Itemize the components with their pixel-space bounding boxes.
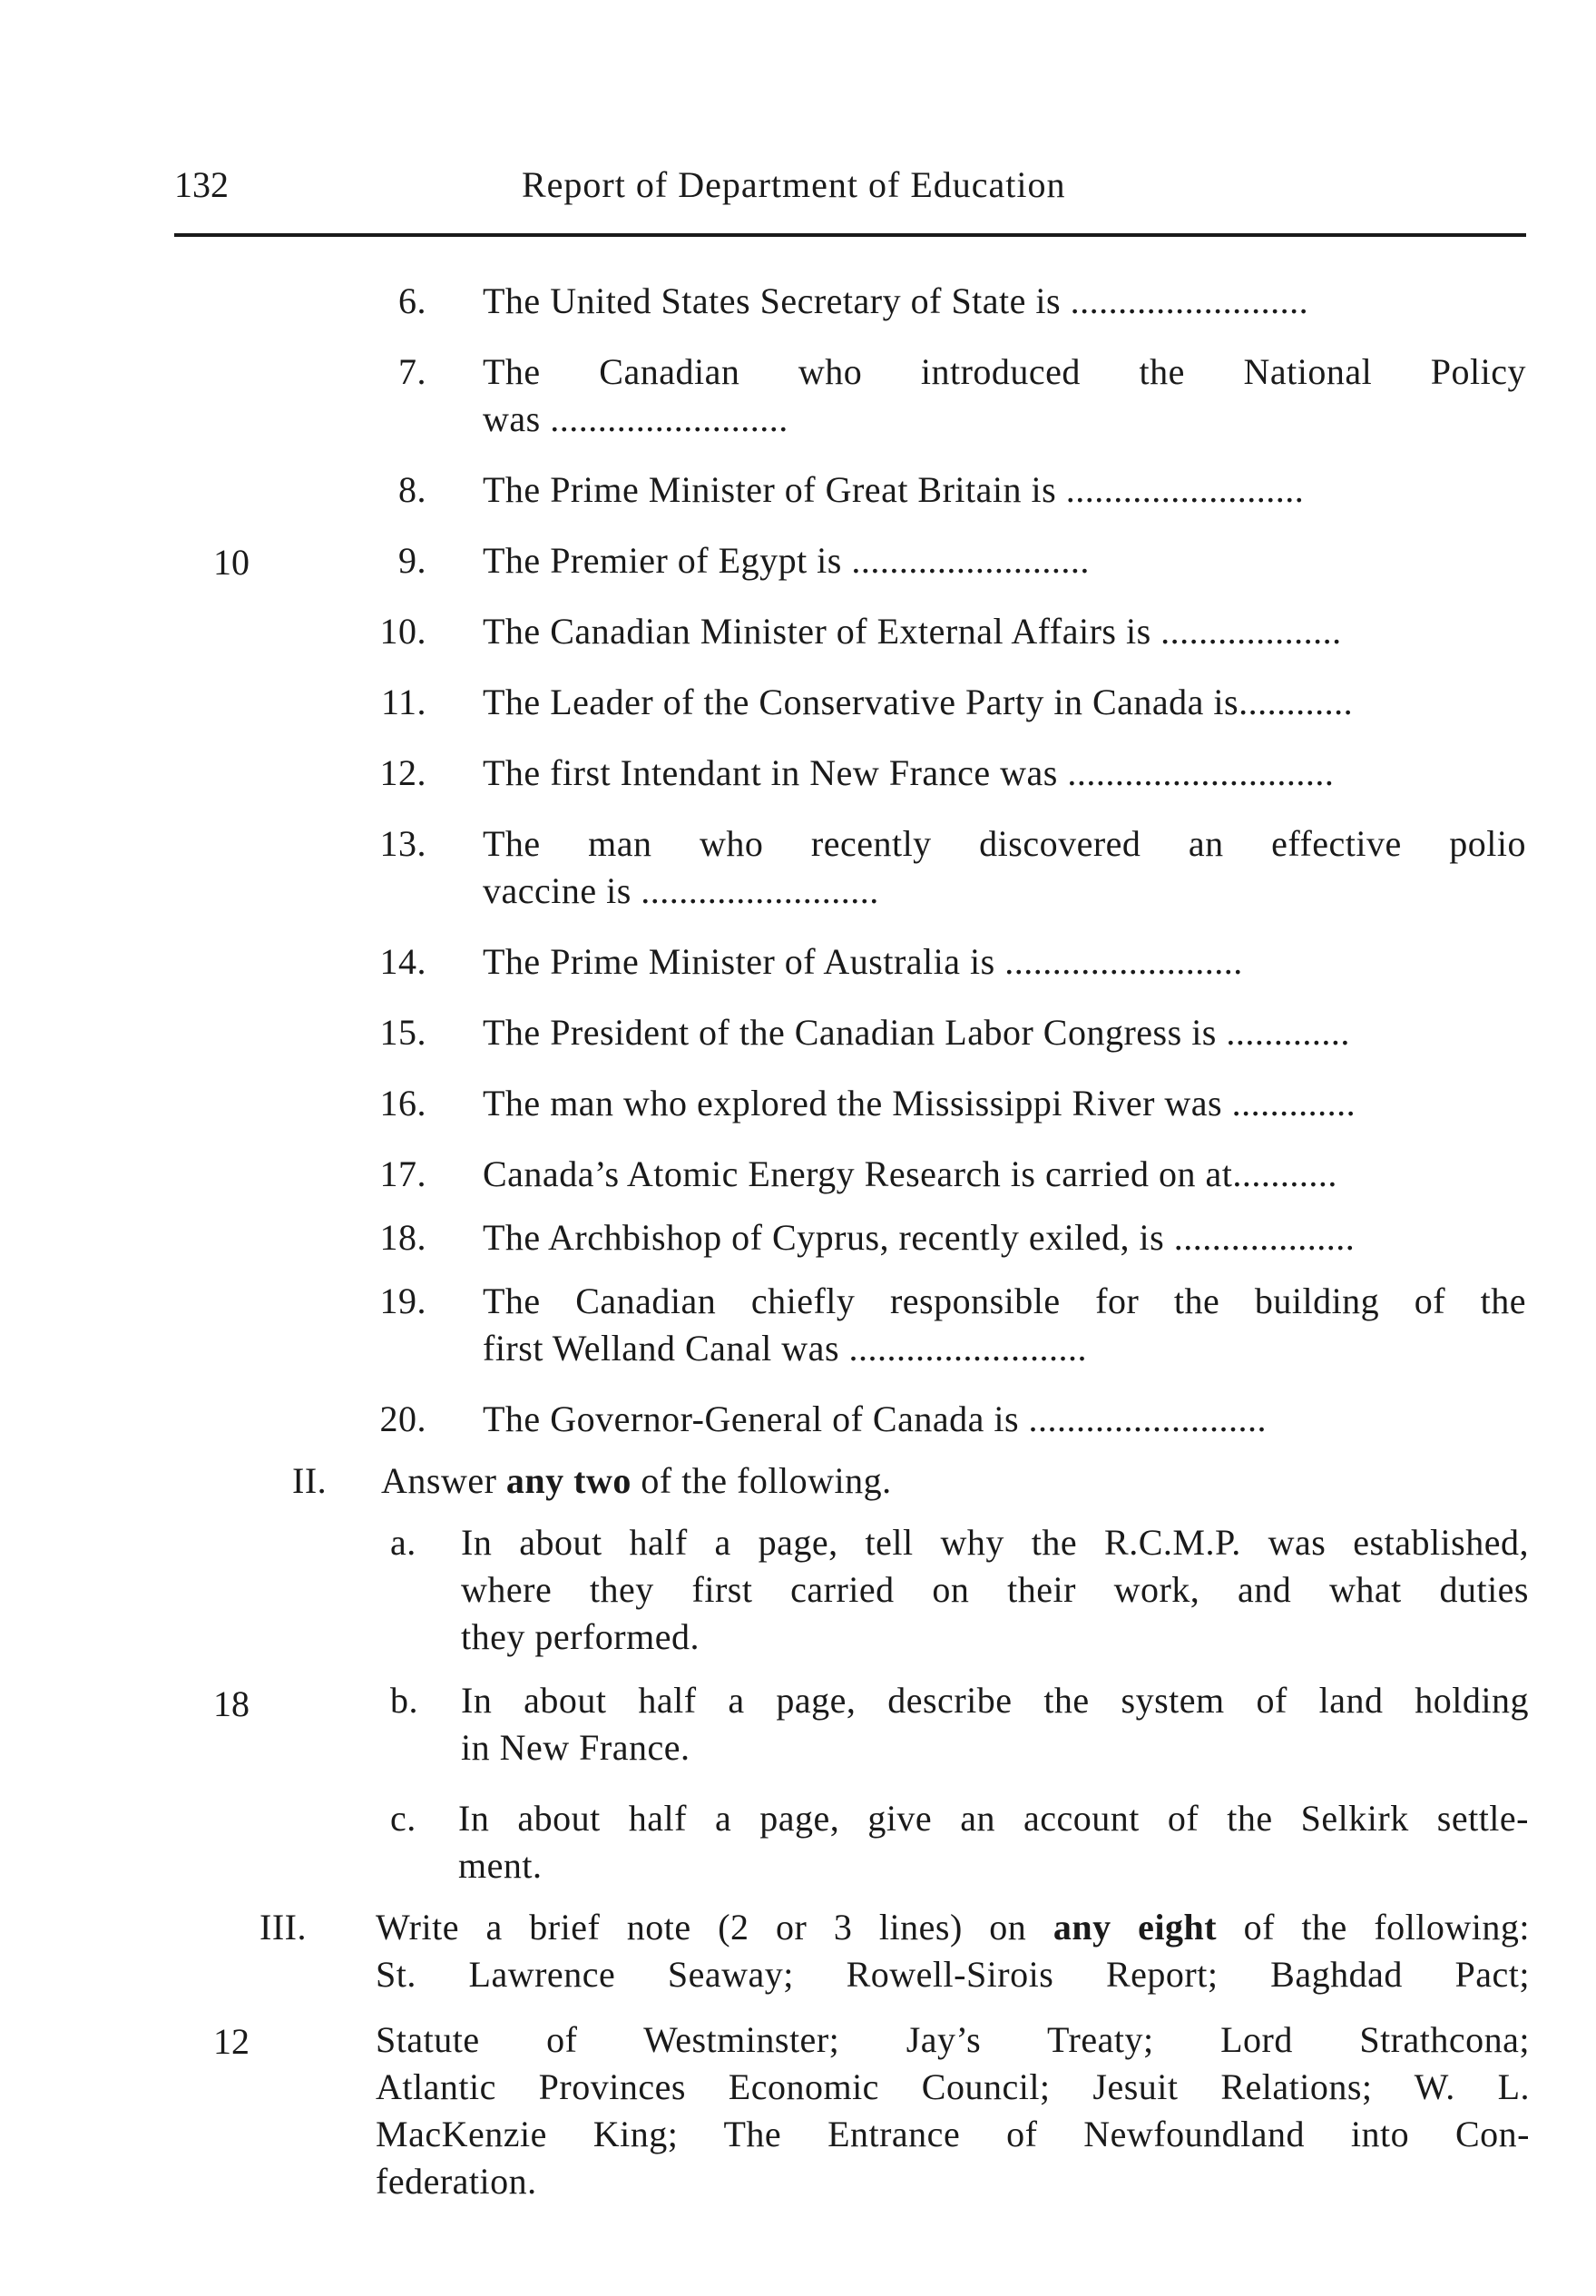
question-number: 20. (379, 1398, 426, 1439)
page-header-title: Report of Department of Education (522, 164, 1066, 205)
question-number: 15. (379, 1012, 426, 1053)
topic-line: federation. (376, 2161, 537, 2202)
item-text: in New France. (461, 1727, 690, 1768)
section-instruction: Write a brief note (2 or 3 lines) on any eight of the following: (376, 1907, 1530, 1948)
question-number: 9. (398, 540, 426, 581)
topic-line: Statute of Westminster; Jay’s Treaty; Lord Strathcona; (376, 2019, 1530, 2060)
item-text: ment. (458, 1845, 543, 1886)
item-letter: b. (390, 1680, 418, 1721)
item-letter: c. (390, 1798, 416, 1839)
item-text: In about half a page, tell why the R.C.M.P. was established, (461, 1522, 1529, 1563)
question-number: 19. (379, 1280, 426, 1321)
question-text: The first Intendant in New France was ............................ (483, 752, 1335, 793)
question-text: The Archbishop of Cyprus, recently exiled, is ................... (483, 1217, 1356, 1258)
margin-mark: 10 (213, 542, 250, 583)
item-text: In about half a page, describe the system of land holding (461, 1680, 1529, 1721)
question-number: 10. (379, 611, 426, 652)
margin-mark: 12 (213, 2021, 250, 2062)
question-text: Canada’s Atomic Energy Research is carried on at........... (483, 1153, 1337, 1194)
question-number: 6. (398, 280, 426, 321)
question-text: The Canadian chiefly responsible for the building of the (483, 1280, 1526, 1321)
question-text: The Canadian who introduced the National Policy (483, 351, 1526, 392)
question-number: 13. (379, 823, 426, 864)
topic-line: MacKenzie King; The Entrance of Newfoundland into Con- (376, 2114, 1530, 2154)
question-number: 14. (379, 941, 426, 982)
question-text-continued: vaccine is ......................... (483, 870, 879, 911)
question-number: 8. (398, 469, 426, 510)
question-text: The man who recently discovered an effective polio (483, 823, 1526, 864)
emphasis: any two (505, 1460, 632, 1501)
margin-mark: 18 (213, 1683, 250, 1724)
question-number: 11. (380, 682, 426, 722)
question-text: The Premier of Egypt is ......................... (483, 540, 1090, 581)
page-number: 132 (174, 164, 229, 205)
topic-line: Atlantic Provinces Economic Council; Jesuit Relations; W. L. (376, 2066, 1530, 2107)
question-number: 16. (379, 1083, 426, 1123)
question-text: The Prime Minister of Australia is ......................... (483, 941, 1243, 982)
section-instruction: Answer any two of the following. (381, 1460, 892, 1501)
question-text-continued: was ......................... (483, 398, 788, 439)
question-text: The man who explored the Mississippi River was ............. (483, 1083, 1356, 1123)
section-numeral: II. (292, 1460, 328, 1501)
question-text: The Governor-General of Canada is ......................... (483, 1398, 1268, 1439)
question-text: The United States Secretary of State is ......................... (483, 280, 1309, 321)
question-text-continued: first Welland Canal was ......................... (483, 1328, 1088, 1369)
question-text: The Prime Minister of Great Britain is ......................... (483, 469, 1305, 510)
question-number: 18. (379, 1217, 426, 1258)
item-text: where they first carried on their work, and what duties (461, 1569, 1529, 1610)
section-numeral: III. (259, 1907, 307, 1948)
item-letter: a. (390, 1522, 416, 1563)
question-text: The Canadian Minister of External Affairs is ................... (483, 611, 1342, 652)
item-text: In about half a page, give an account of the Selkirk settle- (458, 1798, 1529, 1839)
emphasis: any eight (1053, 1907, 1218, 1948)
question-number: 17. (379, 1153, 426, 1194)
question-text: The President of the Canadian Labor Congress is ............. (483, 1012, 1350, 1053)
header-rule (174, 233, 1526, 237)
question-text: The Leader of the Conservative Party in Canada is............ (483, 682, 1354, 722)
question-number: 12. (379, 752, 426, 793)
topic-line: St. Lawrence Seaway; Rowell-Sirois Report; Baghdad Pact; (376, 1954, 1530, 1995)
question-number: 7. (398, 351, 426, 392)
item-text: they performed. (461, 1616, 700, 1657)
